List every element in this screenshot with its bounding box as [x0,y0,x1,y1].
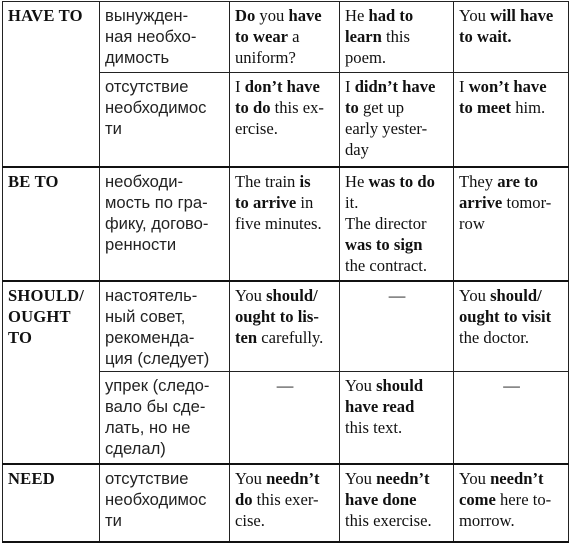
table-row [3,464,569,542]
example-text: this exercise. [345,510,432,530]
table-row [3,281,569,372]
example-text: He [345,171,369,191]
example-text: in five minutes. [235,192,322,233]
example-bold-text: are to arrive [459,171,538,212]
present-cell [230,281,340,372]
modal-verbs-table [2,1,569,543]
example-text: this exer- cise. [235,489,319,530]
future-cell [454,464,569,542]
example-text: I [235,77,245,96]
example-bold-text: don’t have to do [235,77,320,117]
meaning-cell: настоятель- ный совет, рекоменда- ция (следует) [100,281,230,372]
example-bold-text: didn’t have to [345,77,436,117]
past-cell [340,464,454,542]
table-row [3,167,569,281]
example-bold-text: needn’t do [235,468,320,509]
example-bold-text: will have to wait. [459,6,554,46]
past-cell [340,167,454,281]
empty-dash: — [454,372,569,464]
example-text: this ex- ercise. [235,98,324,138]
present-cell [230,464,340,542]
meaning-cell: необходи- мость по гра- фику, догово- ренности [100,167,230,281]
verb-cell: HAVE TO [3,2,100,167]
example-text: You [459,285,491,305]
example-bold-text: had to learn [345,6,414,46]
past-cell [340,372,454,464]
meaning-cell: вынужден- ная необхо- димость [100,2,230,73]
meaning-cell: упрек (следо- вало бы сде- лать, но не сделал) [100,372,230,464]
verb-cell: NEED [3,464,100,542]
example-text: it. The director [345,192,427,233]
example-text: You [459,468,491,488]
example-text: I [459,77,469,96]
future-cell [454,281,569,372]
example-text: They [459,171,498,191]
example-text: you [255,6,289,25]
example-text: get up early yester- day [345,98,428,159]
table-row [3,2,569,73]
example-bold-text: was to sign [345,234,423,254]
example-text: the doctor. [459,327,530,347]
future-cell [454,73,569,167]
example-text: this text. [345,418,403,437]
example-text: here to- morrow. [459,489,552,530]
example-bold-text: Do [235,6,256,25]
present-cell [230,73,340,167]
example-bold-text: have to wear [235,6,322,46]
example-text: him. [511,98,546,117]
present-cell [230,167,340,281]
future-cell [454,2,569,73]
verb-cell: BE TO [3,167,100,281]
example-text: You [345,468,377,488]
empty-dash: — [340,281,454,372]
example-text: You [345,376,377,395]
example-text: carefully. [257,327,324,347]
example-text: this poem. [345,27,410,67]
past-cell [340,73,454,167]
example-bold-text: is to arrive [235,171,311,212]
example-text: I [345,77,355,96]
example-text: tomor- row [459,192,552,233]
meaning-cell: отсутствие необходимос ти [100,464,230,542]
example-bold-text: should/ ought to lis- ten [235,285,319,347]
meaning-cell: отсутствие необходимос ти [100,73,230,167]
example-bold-text: needn’t have done [345,468,430,509]
present-cell [230,2,340,73]
example-bold-text: was to do [368,171,435,191]
example-text: The train [235,171,300,191]
example-text: You [235,285,267,305]
example-text: You [459,6,491,25]
example-text: You [235,468,267,488]
example-text: He [345,6,369,25]
example-text: a uniform? [235,27,300,67]
example-text: the contract. [345,255,428,275]
future-cell [454,167,569,281]
empty-dash: — [230,372,340,464]
example-bold-text: should/ ought to visit [459,285,552,326]
example-bold-text: should have read [345,376,424,416]
verb-cell: SHOULD/ OUGHT TO [3,281,100,464]
past-cell [340,2,454,73]
example-bold-text: won’t have to meet [459,77,547,117]
example-bold-text: needn’t come [459,468,544,509]
